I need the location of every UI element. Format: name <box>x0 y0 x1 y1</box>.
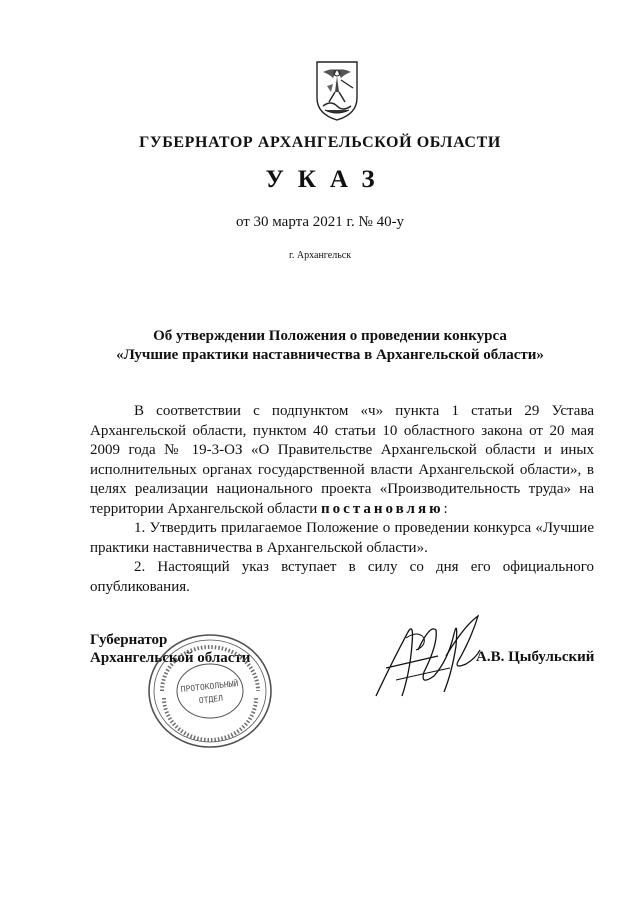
signer-name: А.В. Цыбульский <box>476 649 595 665</box>
document-date-number: от 30 марта 2021 г. № 40-у <box>235 214 405 230</box>
seal-center-line-1: ПРОТОКОЛЬНЫЙ <box>180 679 239 695</box>
decree-body <box>90 402 594 597</box>
subject-line-2: «Лучшие практики наставничества в Архангельской области» <box>116 347 544 363</box>
subject-line-1: Об утверждении Положения о проведении конкурса <box>153 328 507 344</box>
document-type: УКАЗ <box>265 166 389 193</box>
decree-item-1: 1. Утвердить прилагаемое Положение о проведении конкурса «Лучшие практики наставничества в Архангельской области». <box>90 520 594 556</box>
seal-center-line-2: ОТДЕЛ <box>198 693 224 706</box>
preamble-text: В соответствии с подпунктом «ч» пункта 1 статьи 29 Устава Архангельской области, пунктом 40 статьи 10 областного закона от 20 мая 2009 года № 19-3-ОЗ «О Правительстве Архангельской области и иных исполнительных органах государственной власти Архангельской области», в целях реализации национального проекта «Производительность труда» на территории Архангельской области <box>90 403 594 517</box>
signer-position-line-1: Губернатор <box>90 632 168 648</box>
issuing-authority: ГУБЕРНАТОР АРХАНГЕЛЬСКОЙ ОБЛАСТИ <box>139 134 501 151</box>
coat-of-arms-icon <box>313 58 361 122</box>
round-seal-icon <box>146 632 274 750</box>
handwritten-signature-icon <box>372 610 484 705</box>
decree-item-2: 2. Настоящий указ вступает в силу со дня его официального опубликования. <box>90 559 594 595</box>
document-city: г. Архангельск <box>288 250 352 261</box>
decree-subject <box>60 327 600 365</box>
preamble-paragraph: В соответствии с подпунктом «ч» пункта 1 статьи 29 Устава Архангельской области, пунктом 40 статьи 10 областного закона от 20 мая 2009 года № 19-3-ОЗ «О Правительстве Архангельской области и иных исполнительных органах государственной власти Архангельской области», в целях реализации национального проекта «Производительность труда» на территории Архангельской области постановляю: <box>90 403 594 517</box>
decree-keyword: постановляю <box>321 500 444 517</box>
signer-position-line-2: Архангельской области <box>90 650 251 666</box>
